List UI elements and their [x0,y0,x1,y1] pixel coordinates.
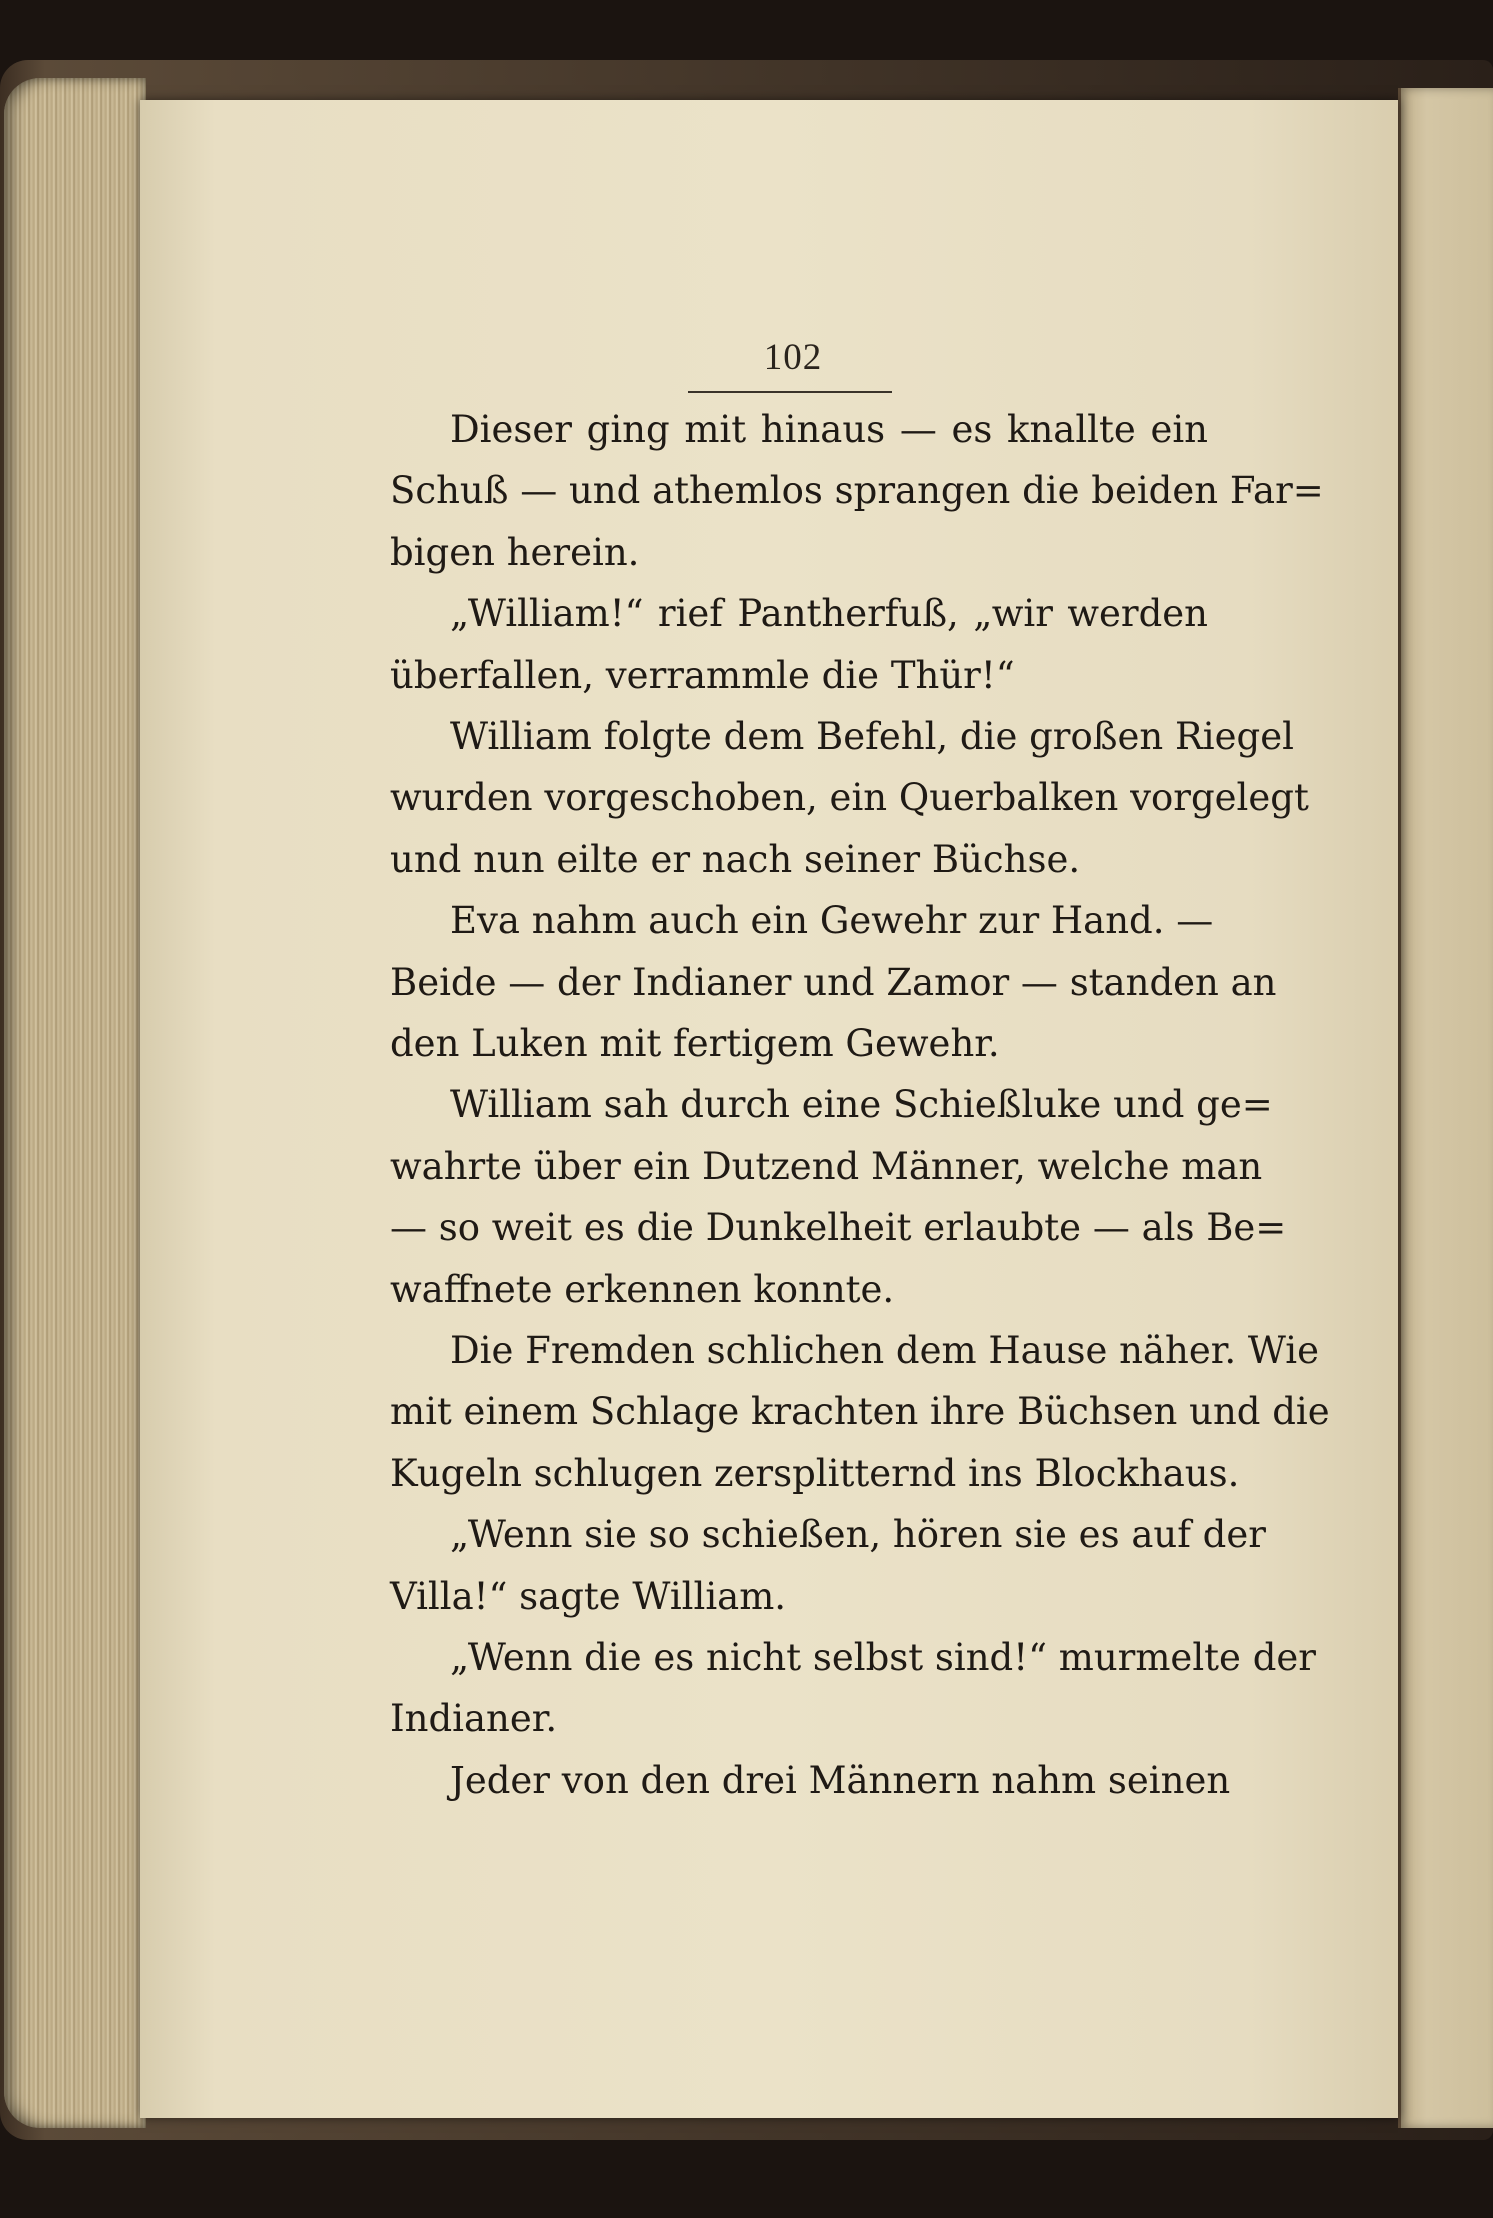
text-line: und nun eilte er nach seiner Büchse. [390,837,1081,881]
text-line: den Luken mit fertigem Gewehr. [390,1022,1000,1065]
text-line: waffnete erkennen konnte. [390,1267,895,1311]
text-line: Jeder von den drei Männern nahm seinen [450,1758,1231,1802]
text-line: Dieser ging mit hinaus — es knallte ein [450,408,1208,451]
text-line: William sah durch eine Schießluke und ge= [450,1083,1273,1127]
text-line: „William!“ rief Pantherfuß, „wir werden [450,592,1208,636]
page-number: 102 [763,337,823,378]
text-line: Villa!“ sagte William. [390,1574,787,1618]
text-line: Schuß — und athemlos sprangen die beiden Far= [390,469,1324,513]
text-line: mit einem Schlage krachten ihre Büchsen und die [390,1390,1330,1434]
text-line: William folgte dem Befehl, die großen Riegel [450,715,1294,758]
text-line: „Wenn die es nicht selbst sind!“ murmelte der [450,1636,1316,1679]
text-line: „Wenn sie so schießen, hören sie es auf der [450,1513,1266,1557]
text-line: wurden vorgeschoben, ein Querbalken vorgelegt [390,776,1309,820]
text-line: Die Fremden schlichen dem Hause näher. Wie [450,1329,1320,1372]
text-line: überfallen, verrammle die Thür!“ [390,653,1015,697]
text-line: Eva nahm auch ein Gewehr zur Hand. — [450,899,1214,943]
text-line: Kugeln schlugen zersplitternd ins Blockhaus. [390,1451,1240,1495]
text-line: — so weit es die Dunkelheit erlaubte — als Be= [390,1206,1287,1250]
text-line: Beide — der Indianer und Zamor — standen an [390,960,1277,1004]
text-line: Indianer. [390,1697,558,1741]
text-line: bigen herein. [390,530,640,574]
text-line: wahrte über ein Dutzend Männer, welche man [390,1144,1263,1188]
